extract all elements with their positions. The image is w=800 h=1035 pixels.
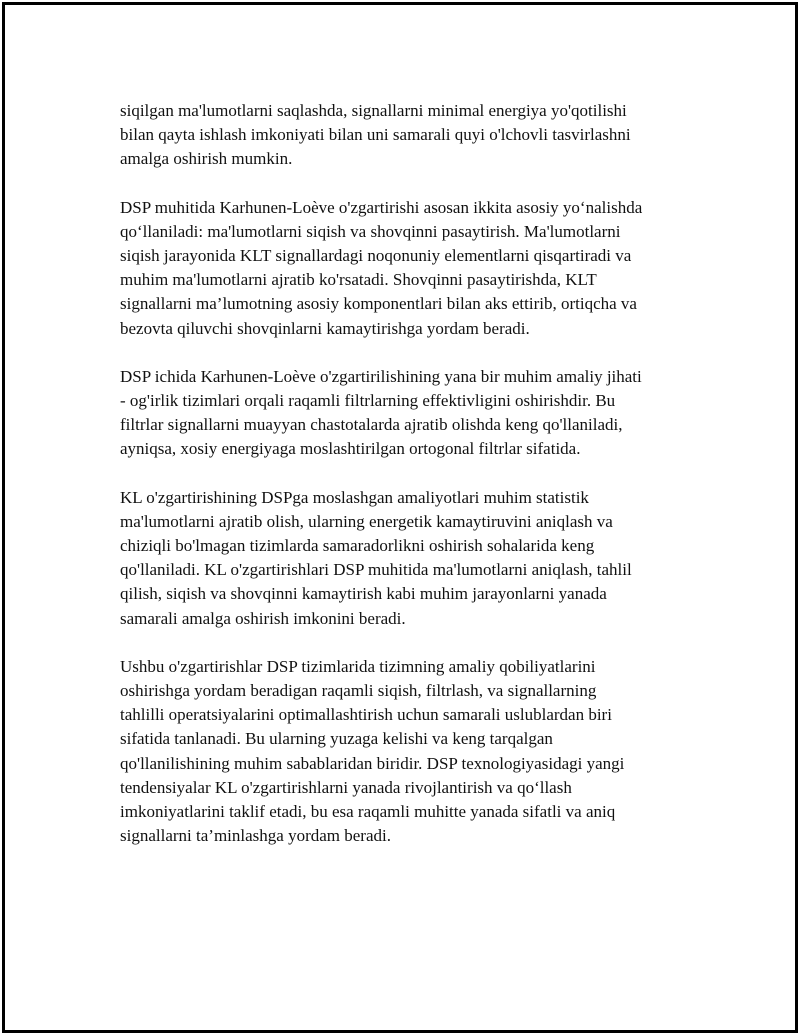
text-line: signallarni ma’lumotning asosiy komponentlari bilan aks ettirib, ortiqcha va (120, 294, 637, 314)
text-line: filtrlar signallarni muayyan chastotalarda ajratib olishda keng qo'llaniladi, (120, 415, 623, 435)
text-line: - og'irlik tizimlari orqali raqamli filtrlarning effektivligini oshirishdir. Bu (120, 391, 616, 411)
paragraph-5 (120, 655, 700, 849)
text-line: qo‘llaniladi: ma'lumotlarni siqish va shovqinni pasaytirish. Ma'lumotlarni (120, 221, 621, 241)
text-line: KL o'zgartirishining DSPga moslashgan amaliyotlari muhim statistik (120, 487, 589, 507)
text-line: muhim ma'lumotlarni ajratib ko'rsatadi. Shovqinni pasaytirishda, KLT (120, 270, 597, 290)
text-line: ma'lumotlarni ajratib olish, ularning energetik kamaytiruvini aniqlash va (120, 511, 613, 531)
paragraph-3 (120, 365, 700, 462)
text-line: sifatida tanlanadi. Bu ularning yuzaga kelishi va keng tarqalgan (120, 729, 553, 749)
text-line: siqish jarayonida KLT signallardagi noqonuniy elementlarni qisqartiradi va (120, 246, 632, 266)
document-body (120, 99, 700, 872)
text-line: tendensiyalar KL o'zgartirishlarni yanada rivojlantirish va qo‘llash (120, 777, 572, 797)
text-line: samarali amalga oshirish imkonini beradi. (120, 608, 406, 628)
paragraph-1 (120, 99, 700, 172)
text-line: amalga oshirish mumkin. (120, 149, 293, 169)
text-line: signallarni ta’minlashga yordam beradi. (120, 826, 391, 846)
text-line: siqilgan ma'lumotlarni saqlashda, signallarni minimal energiya yo'qotilishi (120, 101, 627, 120)
paragraph-4 (120, 486, 700, 631)
text-line: qilish, siqish va shovqinni kamaytirish kabi muhim jarayonlarni yanada (120, 584, 607, 604)
text-line: bezovta qiluvchi shovqinlarni kamaytirishga yordam beradi. (120, 318, 530, 338)
text-line: imkoniyatlarini taklif etadi, bu esa raqamli muhitte yanada sifatli va aniq (120, 802, 616, 822)
paragraph-2 (120, 196, 700, 341)
text-line: tahlilli operatsiyalarini optimallashtirish uchun samarali uslublardan biri (120, 705, 612, 725)
text-line: Ushbu o'zgartirishlar DSP tizimlarida tizimning amaliy qobiliyatlarini (120, 656, 596, 676)
page-frame (2, 2, 798, 1033)
text-line: ayniqsa, xosiy energiyaga moslashtirilgan ortogonal filtrlar sifatida. (120, 439, 581, 459)
text-line: qo'llaniladi. KL o'zgartirishlari DSP muhitida ma'lumotlarni aniqlash, tahlil (120, 560, 632, 580)
text-line: chiziqli bo'lmagan tizimlarda samaradorlikni oshirish sohalarida keng (120, 536, 595, 556)
text-line: oshirishga yordam beradigan raqamli siqish, filtrlash, va signallarning (120, 681, 597, 701)
text-line: qo'llanilishining muhim sabablaridan biridir. DSP texnologiyasidagi yangi (120, 753, 625, 773)
text-line: DSP ichida Karhunen-Loève o'zgartirilishining yana bir muhim amaliy jihati (120, 366, 642, 386)
text-line: DSP muhitida Karhunen-Loève o'zgartirishi asosan ikkita asosiy yo‘nalishda (120, 197, 643, 217)
text-line: bilan qayta ishlash imkoniyati bilan uni samarali quyi o'lchovli tasvirlashni (120, 125, 631, 145)
